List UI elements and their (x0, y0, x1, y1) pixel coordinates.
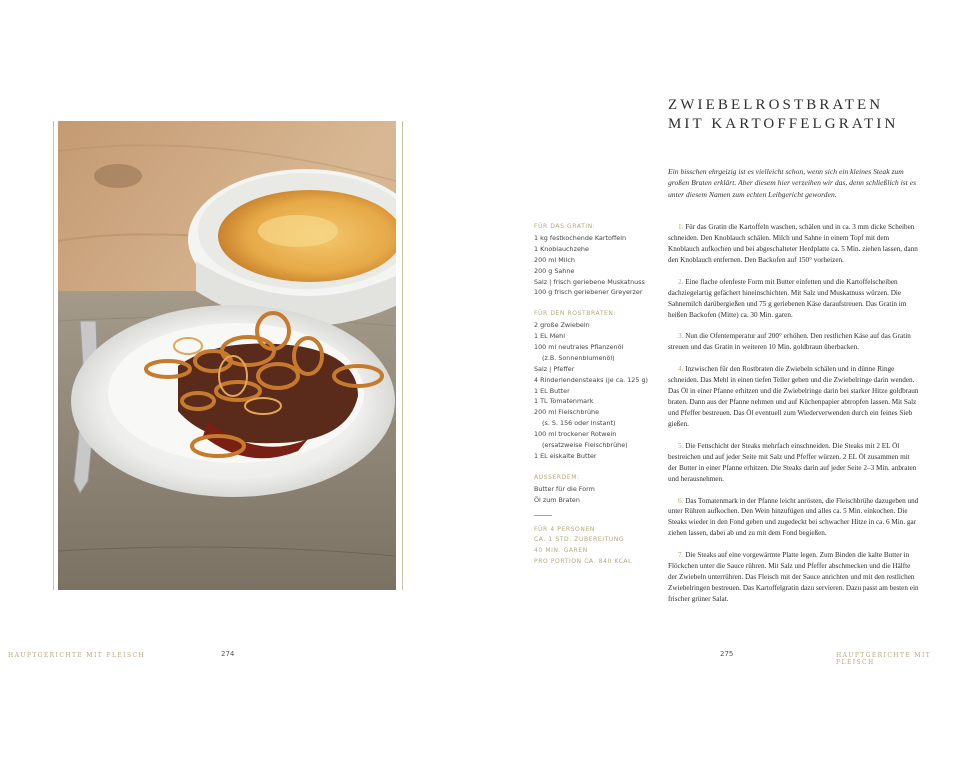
ingredient-item: (s. S. 156 oder Instant) (542, 419, 616, 428)
ingredient-item: 100 g frisch geriebener Greyerzer (534, 288, 643, 297)
step-text: Die Steaks auf eine vorgewärmte Platte legen. Zum Binden die kalte Butter in Flöckchen unter die Sauce rühren. Mit Salz und Pfeffer abschmecken und die Hälfte der Zwiebeln unterrühren. Das Fleisch mit der Sauce anrichten und mit den restlichen Zwiebelringen bestreuen. Das Kartoffelgratin dazu servieren. Dazu passt am besten ein frischer grüner Salat. (668, 551, 919, 604)
recipe-info-prep-time: CA. 1 STD. ZUBEREITUNG (534, 536, 625, 544)
recipe-intro: Ein bisschen ehrgeizig ist es vielleicht schon, wenn sich ein kleines Steak zum großen Braten erklärt. Aber diesem hier verzeihen wir das, denn schließlich ist es unter diesem Namen zum echten Leibgericht geworden. (668, 167, 917, 199)
step-text: Für das Gratin die Kartoffeln waschen, schälen und in ca. 3 mm dicke Scheiben schneiden. Den Knoblauch schälen. Milch und Sahne in einem Topf mit dem Knoblauch aufkochen und bei abgeschalteter Herdplatte ca. 5 Min. ziehen lassen, dann den Knoblauch entfernen. Den Backofen auf 150° vorheizen. (668, 223, 918, 264)
recipe-info-calories: PRO PORTION CA. 840 KCAL (534, 558, 633, 566)
divider (534, 515, 552, 516)
method-step (668, 550, 920, 605)
method-step (668, 364, 920, 430)
recipe-title-line-1: ZWIEBELROSTBRATEN (668, 97, 884, 113)
step-text: Nun die Ofentemperatur auf 200° erhöhen. Den restlichen Käse auf das Gratin streuen und das Gratin in weiteren 10 Min. goldbraun überbacken. (668, 332, 911, 352)
recipe-info-cook-time: 40 MIN. GAREN (534, 547, 588, 555)
page-number-right: 275 (720, 650, 734, 658)
step-text: Eine flache ofenfeste Form mit Butter einfetten und die Kartoffelscheiben dachziegelartig gefächert hineinschichten. Mit Salz und Muskatnuss würzen. Die Sahnemilch darübergießen und 75 g geriebenen Käse daraufstreuen. Das Gratin im heißen Backofen (Mitte) ca. 30 Min. garen. (668, 277, 907, 319)
ingredient-item: 2 große Zwiebeln (534, 321, 590, 330)
ingredient-item: Öl zum Braten (534, 495, 580, 504)
recipe-title-line-2: MIT KARTOFFELGRATIN (668, 116, 899, 132)
footer-section-left: HAUPTGERICHTE MIT FLEISCH (8, 652, 146, 659)
step-text: Das Tomatenmark in der Pfanne leicht anrösten, die Fleischbrühe dazugeben und unter Rühren aufkochen. Den Wein hinzufügen und alles ca. 5 Min. einkochen. Die Steaks wieder in den Fond geben und zugedeckt bei schwacher Hitze in ca. 6 Min. gar ziehen lassen, dabei ab und zu mit dem Fond begießen. (668, 496, 919, 538)
step-number: 6. (678, 496, 684, 505)
step-number: 3. (678, 332, 684, 341)
ingredient-item: 100 ml trockener Rotwein (534, 430, 617, 439)
ingredient-item: 200 ml Fleischbrühe (534, 408, 600, 417)
ingredient-item: Butter für die Form (534, 484, 595, 493)
page-number-left: 274 (221, 650, 235, 658)
ingredients-heading-gratin: FÜR DAS GRATIN: (534, 223, 596, 230)
method-step (668, 222, 920, 266)
recipe-info-servings: FÜR 4 PERSONEN (534, 525, 595, 533)
ingredients-heading-extra: AUSSERDEM: (534, 473, 580, 481)
ingredient-item: (ersatzweise Fleischbrühe) (542, 441, 628, 450)
ingredients-column (534, 222, 654, 568)
ingredient-item: 200 g Sahne (534, 266, 575, 275)
step-text: Inzwischen für den Rostbraten die Zwiebeln schälen und in dünne Ringe schneiden. Das Mehl in einen tiefen Teller geben und die Zwiebelringe darin wenden. Das Öl in einer Pfanne erhitzen und die Zwiebelringe darin bei starker Hitze goldbraun braten. Dann aus der Pfanne nehmen und auf Küchenpapier abtropfen lassen. Mit Salz und Pfeffer bestreuen. Das Öl eventuell zum Wiederverwenden durch ein feines Sieb gießen. (668, 365, 919, 428)
footer-section-right: HAUPTGERICHTE MIT FLEISCH (836, 652, 932, 666)
step-number: 1. (678, 223, 684, 231)
ingredient-item: 1 TL Tomatenmark (534, 397, 594, 406)
step-number: 2. (678, 277, 684, 286)
ingredient-item: 1 EL Butter (534, 386, 570, 395)
ingredient-item: 1 EL eiskalte Butter (534, 452, 597, 461)
photo-frame-line-left (53, 121, 54, 590)
ingredient-item: 1 Knoblauchzehe (534, 244, 589, 253)
method-step (668, 441, 920, 485)
photo-frame-line-right (402, 121, 403, 590)
step-text: Die Fettschicht der Steaks mehrfach einschneiden. Die Steaks mit 2 EL Öl bestreichen und auf jeder Seite mit Salz und Pfeffer würzen. 2 EL Öl zusammen mit der Butter in einer Pfanne erhitzen. Die Steaks darin auf jeder Seite 2–3 Min. anbraten und herausnehmen. (668, 441, 917, 483)
step-number: 4. (678, 365, 684, 374)
ingredient-item: Salz | Pfeffer (534, 364, 575, 373)
recipe-title (668, 96, 898, 134)
ingredient-item: Salz | frisch geriebene Muskatnuss (534, 277, 645, 286)
ingredient-item: (z.B. Sonnenblumenöl) (542, 353, 615, 362)
ingredient-item: 1 EL Mehl (534, 332, 565, 341)
method-step (668, 496, 920, 540)
step-number: 5. (678, 441, 684, 450)
method-step (668, 277, 920, 321)
method-step (668, 331, 920, 353)
recipe-photo (58, 121, 396, 590)
method-steps (668, 222, 920, 616)
ingredient-item: 200 ml Milch (534, 255, 575, 264)
ingredient-item: 1 kg festkochende Kartoffeln (534, 233, 627, 242)
ingredient-item: 4 Rinderlendensteaks (je ca. 125 g) (534, 375, 649, 384)
ingredients-heading-rostbraten: FÜR DEN ROSTBRATEN: (534, 310, 617, 318)
step-number: 7. (678, 551, 684, 560)
ingredient-item: 100 ml neutrales Pflanzenöl (534, 342, 624, 351)
